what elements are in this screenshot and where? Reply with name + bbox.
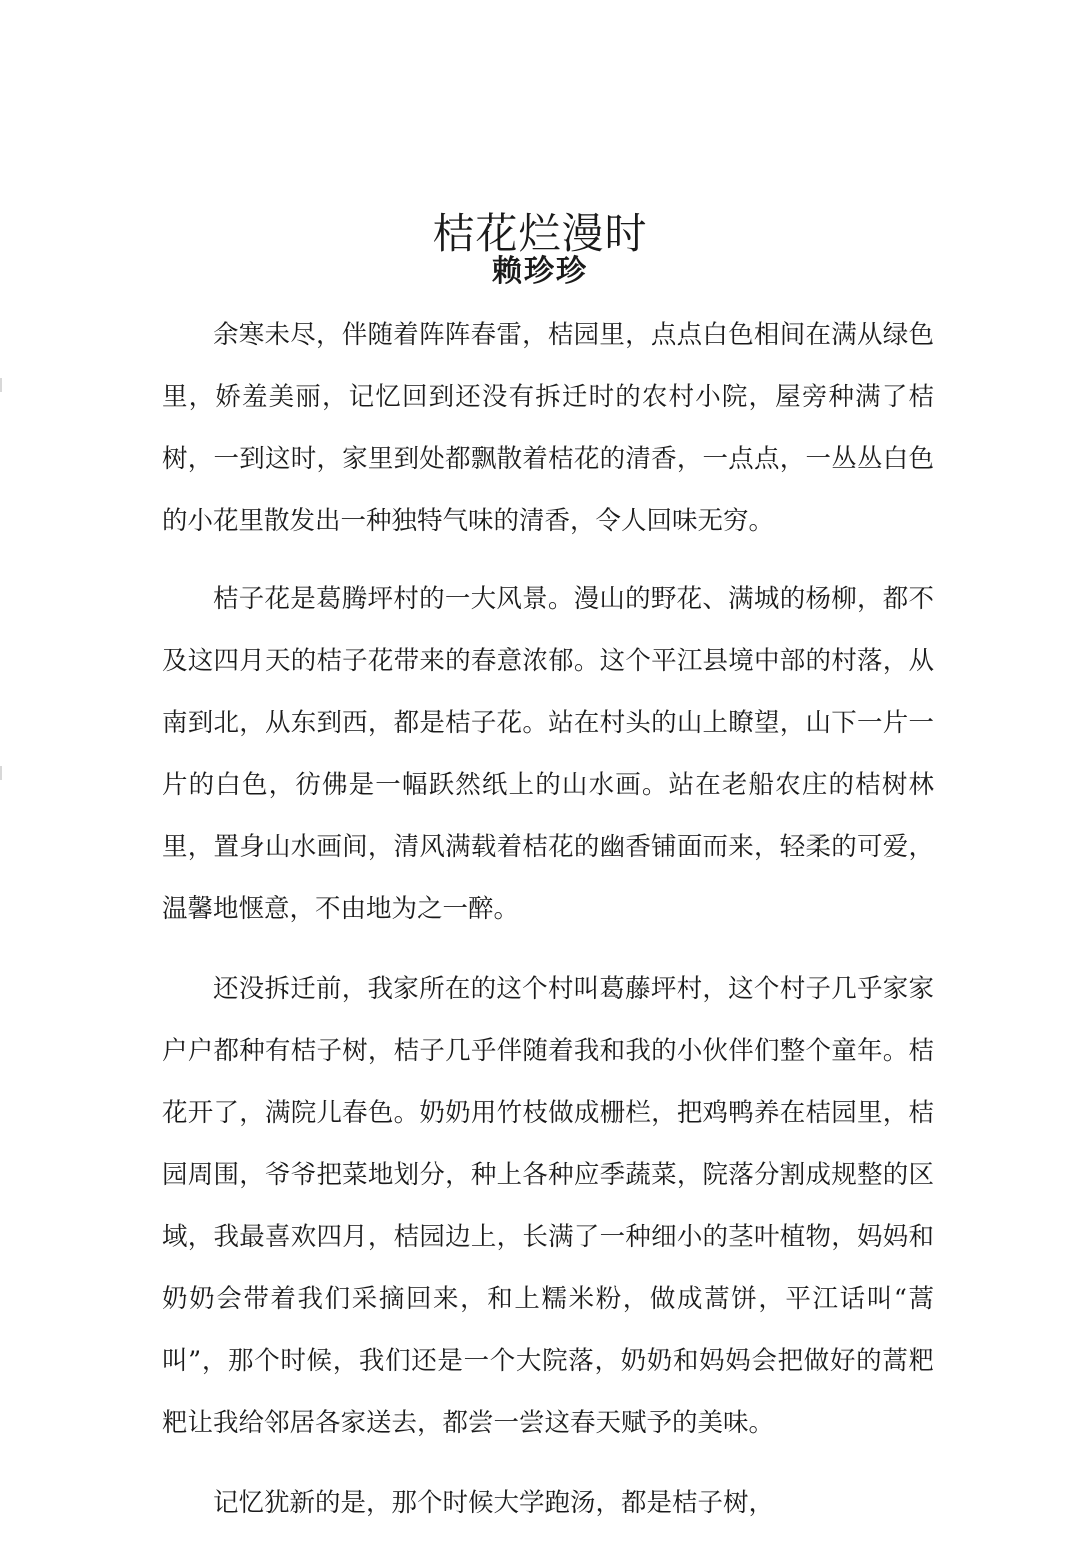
document-author: 赖珍珍 [492, 254, 588, 289]
paragraph: 余寒未尽，伴随着阵阵春雷，桔园里，点点白色相间在满从绿色里，娇羞美丽，记忆回到还没有拆迁时的农村小院，屋旁种满了桔树，一到这时，家里到处都飘散着桔花的清香，一点点，一丛丛白色的小花里散发出一种独特气味的清香，令人回味无穷。 [162, 320, 934, 536]
document-title: 桔花烂漫时 [432, 209, 648, 259]
margin-mark [0, 378, 2, 392]
document-body [162, 304, 934, 1552]
paragraph: 桔子花是葛腾坪村的一大风景。漫山的野花、满城的杨柳，都不及这四月天的桔子花带来的春意浓郁。这个平江县境中部的村落，从南到北，从东到西，都是桔子花。站在村头的山上瞭望，山下一片一片的白色，彷佛是一幅跃然纸上的山水画。站在老船农庄的桔树林里，置身山水画间，清风满载着桔花的幽香铺面而来，轻柔的可爱，温馨地惬意，不由地为之一醉。 [162, 584, 934, 924]
paragraph: 记忆犹新的是，那个时候大学跑汤，都是桔子树， [213, 1488, 775, 1518]
paragraph: 还没拆迁前，我家所在的这个村叫葛藤坪村，这个村子几乎家家户户都种有桔子树，桔子几乎伴随着我和我的小伙伴们整个童年。桔花开了，满院儿春色。奶奶用竹枝做成栅栏，把鸡鸭养在桔园里，桔园周围，爷爷把菜地划分，种上各种应季蔬菜，院落分割成规整的区域，我最喜欢四月，桔园边上，长满了一种细小的茎叶植物，妈妈和奶奶会带着我们采摘回来，和上糯米粉，做成蒿饼，平江话叫“蒿叫”，那个时候，我们还是一个大院落，奶奶和妈妈会把做好的蒿粑粑让我给邻居各家送去，都尝一尝这春天赋予的美味。 [162, 974, 934, 1438]
margin-mark [0, 766, 2, 780]
